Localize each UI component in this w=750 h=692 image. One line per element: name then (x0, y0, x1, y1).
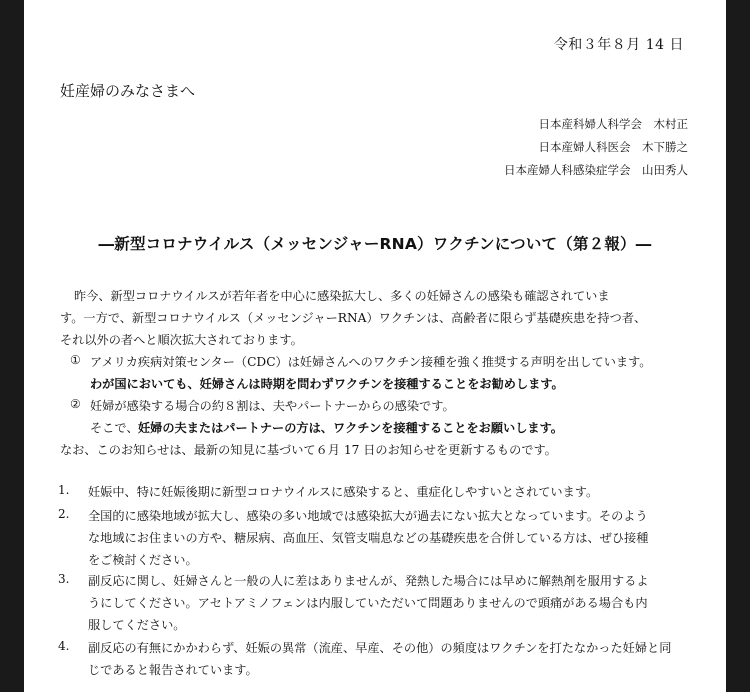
point-bold-text: 妊婦の夫またはパートナーの方は、ワクチンを接種することをお願いします。 (138, 421, 563, 435)
point-marker: ② (70, 397, 81, 411)
item-line: 副反応に関し、妊婦さんと一般の人に差はありませんが、発熱した場合には早めに解熱剤を服用するよ (88, 574, 649, 588)
item-number: 4. (58, 639, 70, 653)
item-line: うにしてください。アセトアミノフェンは内服していただいて問題ありませんので頭痛がある場合も内 (88, 596, 648, 610)
document-page (24, 0, 726, 692)
item-line: 全国的に感染地域が拡大し、感染の多い地域では感染拡大が過去にない拡大となっています。そのよう (88, 509, 648, 523)
item-line: 副反応の有無にかかわらず、妊娠の異常（流産、早産、その他）の頻度はワクチンを打たなかった妊婦と同 (88, 641, 672, 655)
point-text: アメリカ疾病対策センター（CDC）は妊婦さんへのワクチン接種を強く推奨する声明を出しています。 (90, 355, 652, 369)
item-line: じであると報告されています。 (88, 663, 258, 677)
item-number: 1. (58, 483, 70, 497)
item-line: な地域にお住まいの方や、糖尿病、高血圧、気管支喘息などの基礎疾患を合併している方は、ぜひ接種 (88, 531, 649, 545)
signatory: 日本産科婦人科学会 木村正 (538, 117, 688, 131)
item-line: をご検討ください。 (88, 553, 198, 567)
point-marker: ① (70, 353, 81, 367)
update-note: なお、このお知らせは、最新の知見に基づいて６月 17 日のお知らせを更新するものです。 (60, 443, 557, 457)
item-number: 3. (58, 572, 70, 586)
addressee: 妊産婦のみなさまへ (60, 82, 196, 100)
item-number: 2. (58, 507, 70, 521)
intro-line: 昨今、新型コロナウイルスが若年者を中心に感染拡大し、多くの妊婦さんの感染も確認されていま (74, 289, 610, 303)
point-prefix: そこで、 (90, 421, 139, 435)
intro-line: す。一方で、新型コロナウイルス（メッセンジャーRNA）ワクチンは、高齢者に限らず基礎疾患を持つ者、 (60, 311, 647, 325)
item-line: 妊娠中、特に妊娠後期に新型コロナウイルスに感染すると、重症化しやすいとされています。 (88, 485, 599, 499)
document-date: 令和３年８月 14 日 (553, 37, 684, 53)
document-title: ―新型コロナウイルス（メッセンジャーRNA）ワクチンについて（第２報）― (98, 235, 652, 253)
point-text: 妊婦が感染する場合の約８割は、夫やパートナーからの感染です。 (90, 399, 455, 413)
item-line: 服してください。 (88, 618, 186, 632)
signatory: 日本産婦人科医会 木下勝之 (538, 140, 688, 154)
point-bold-text: わが国においても、妊婦さんは時期を問わずワクチンを接種することをお勧めします。 (90, 377, 564, 391)
intro-line: それ以外の者へと順次拡大されております。 (60, 333, 303, 347)
signatory: 日本産婦人科感染症学会 山田秀人 (504, 163, 688, 177)
